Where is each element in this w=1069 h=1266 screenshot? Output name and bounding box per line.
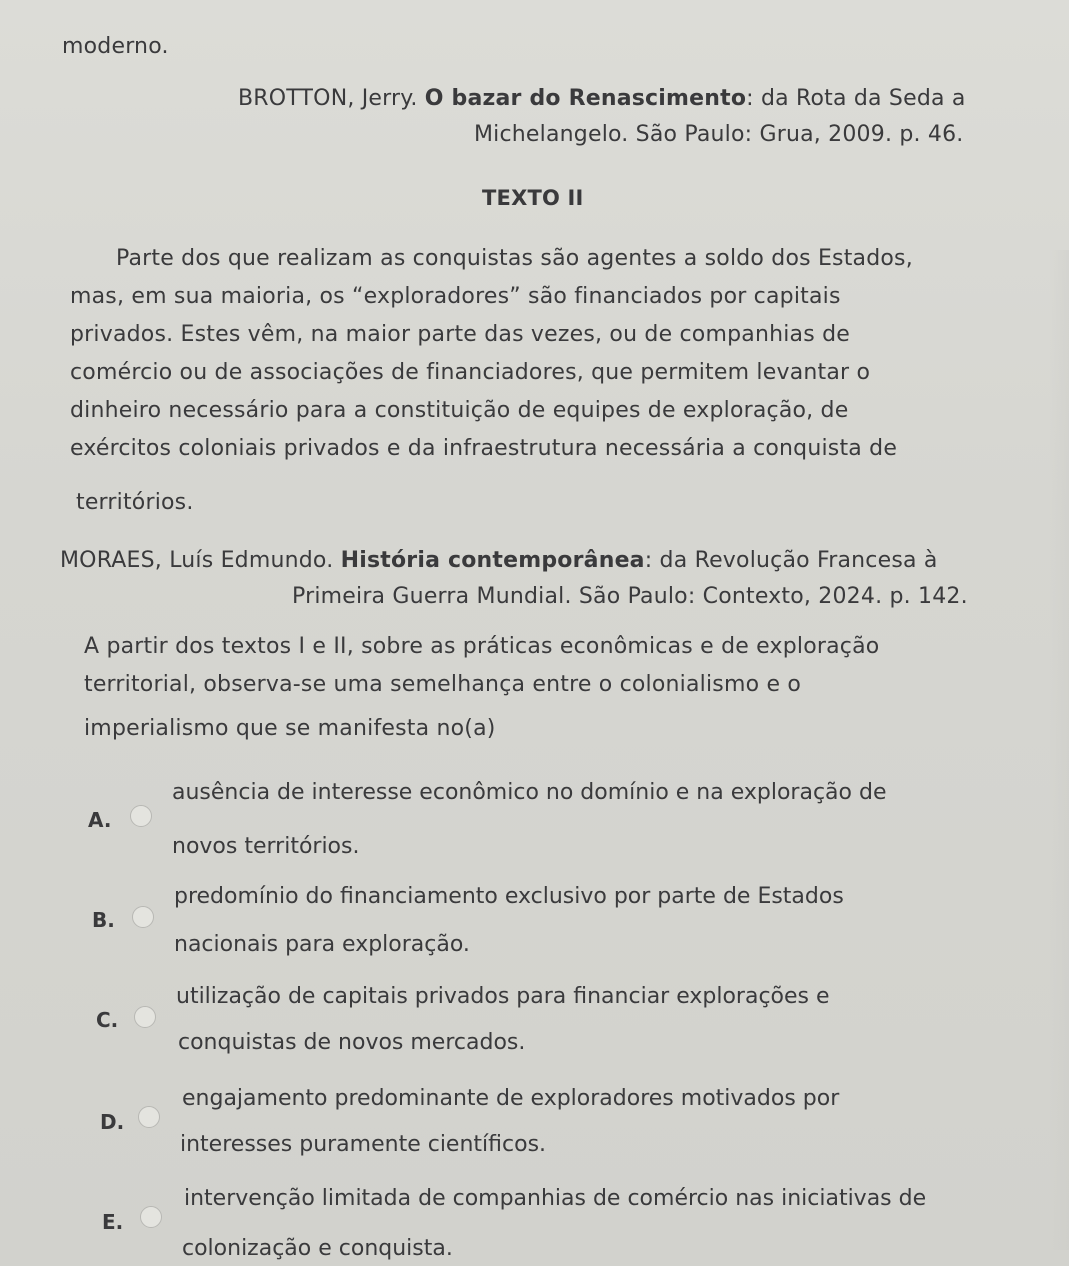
texto-2-line: mas, em sua maioria, os “exploradores” são financiados por capitais xyxy=(70,284,841,309)
citation-2-author: MORAES, Luís Edmundo. xyxy=(60,548,341,573)
option-text: predomínio do financiamento exclusivo por parte de Estados xyxy=(174,884,844,909)
option-text: interesses puramente científicos. xyxy=(180,1132,547,1157)
citation-1-line-1 xyxy=(238,86,966,111)
radio-button[interactable] xyxy=(130,805,152,827)
texto-2-line: territórios. xyxy=(76,490,194,515)
text1-tail: moderno. xyxy=(62,34,169,59)
option-text: ausência de interesse econômico no domínio e na exploração de xyxy=(172,780,887,805)
texto-2-line: Parte dos que realizam as conquistas são agentes a soldo dos Estados, xyxy=(116,246,913,271)
radio-button[interactable] xyxy=(132,906,154,928)
photo-glare xyxy=(1049,250,1069,1250)
citation-2-title: História contemporânea xyxy=(340,548,645,573)
citation-2-line-1 xyxy=(60,548,938,573)
radio-button[interactable] xyxy=(134,1006,156,1028)
citation-1-title: O bazar do Renascimento xyxy=(424,86,747,111)
citation-2-rest: : da Revolução Francesa à xyxy=(644,548,938,573)
citation-1-author: BROTTON, Jerry. xyxy=(238,86,425,111)
option-text: utilização de capitais privados para financiar explorações e xyxy=(176,984,830,1009)
citation-1-rest: : da Rota da Seda a xyxy=(746,86,966,111)
option-letter: D. xyxy=(100,1110,125,1134)
question-line: territorial, observa-se uma semelhança entre o colonialismo e o xyxy=(84,672,802,697)
texto-2-line: dinheiro necessário para a constituição de equipes de exploração, de xyxy=(70,398,849,423)
question-line: imperialismo que se manifesta no(a) xyxy=(84,716,496,741)
option-text: conquistas de novos mercados. xyxy=(178,1030,526,1055)
option-text: nacionais para exploração. xyxy=(174,932,470,957)
citation-1-line-2: Michelangelo. São Paulo: Grua, 2009. p. 46. xyxy=(474,122,964,147)
radio-button[interactable] xyxy=(138,1106,160,1128)
option-text: intervenção limitada de companhias de comércio nas iniciativas de xyxy=(184,1186,927,1211)
question-line: A partir dos textos I e II, sobre as práticas econômicas e de exploração xyxy=(84,634,880,659)
texto-2-heading: TEXTO II xyxy=(482,186,584,210)
texto-2-line: privados. Estes vêm, na maior parte das vezes, ou de companhias de xyxy=(70,322,850,347)
option-letter: B. xyxy=(92,908,115,932)
option-text: colonização e conquista. xyxy=(182,1236,453,1261)
option-letter: A. xyxy=(88,808,112,832)
option-letter: E. xyxy=(102,1210,124,1234)
option-letter: C. xyxy=(96,1008,119,1032)
texto-2-line: comércio ou de associações de financiadores, que permitem levantar o xyxy=(70,360,871,385)
texto-2-line: exércitos coloniais privados e da infraestrutura necessária a conquista de xyxy=(70,436,898,461)
option-text: novos territórios. xyxy=(172,834,360,859)
option-text: engajamento predominante de exploradores motivados por xyxy=(182,1086,840,1111)
citation-2-line-2: Primeira Guerra Mundial. São Paulo: Contexto, 2024. p. 142. xyxy=(292,584,968,609)
radio-button[interactable] xyxy=(140,1206,162,1228)
